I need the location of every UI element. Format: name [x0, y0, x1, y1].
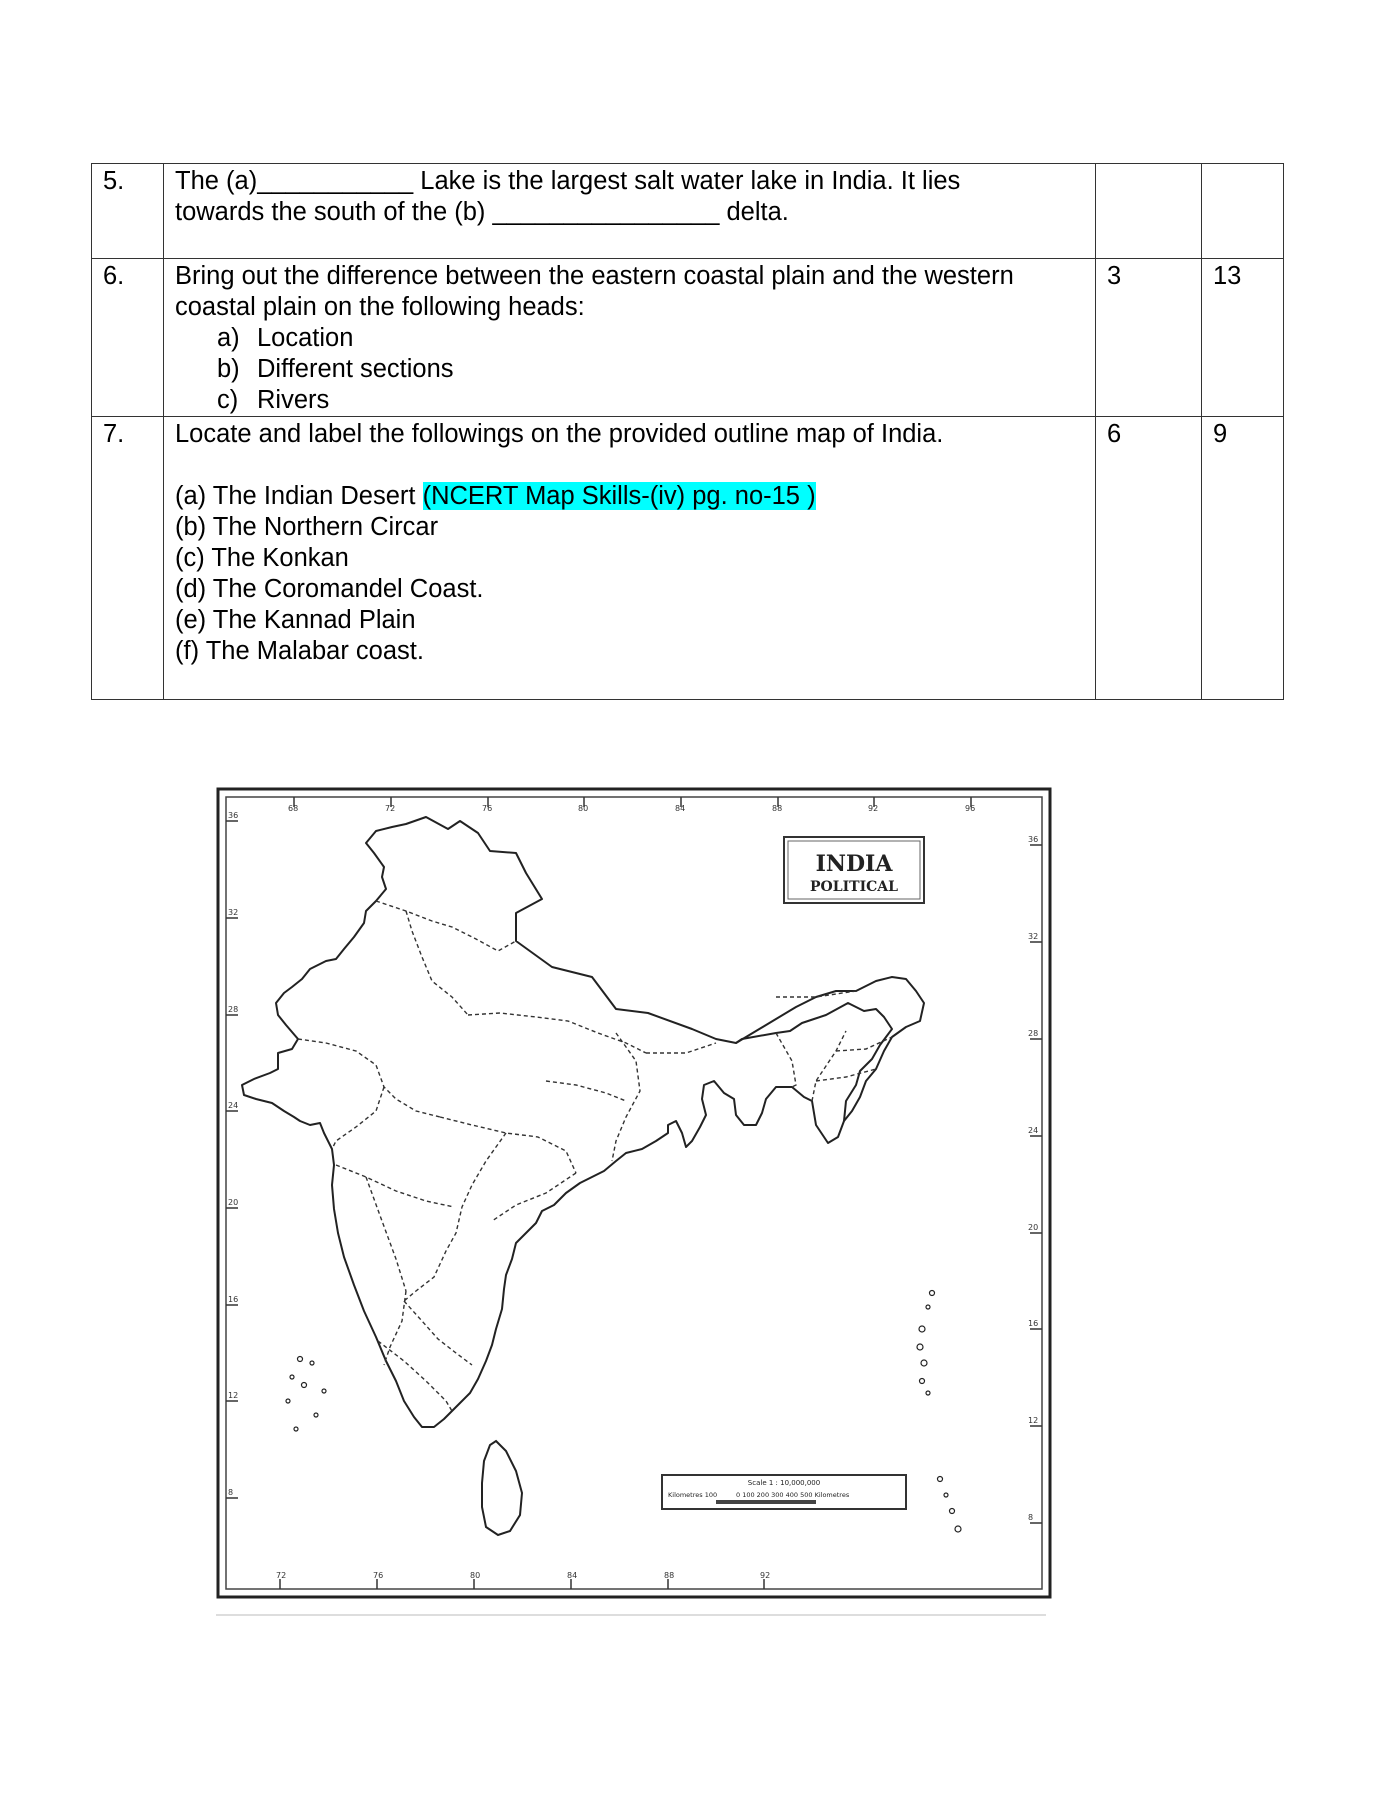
- question-line: Bring out the difference between the eastern coastal plain and the western: [175, 262, 1014, 290]
- lat-label: 32: [1028, 932, 1039, 941]
- list-item: (c) The Konkan: [175, 544, 349, 572]
- lon-label: 88: [664, 1571, 675, 1580]
- list-item: (b) The Northern Circar: [175, 513, 439, 541]
- lon-label: 96: [965, 804, 976, 813]
- question-line: The (a)___________ Lake is the largest salt water lake in India. It lies: [175, 167, 961, 195]
- map-inner-frame: [226, 797, 1042, 1589]
- lat-label: 16: [1028, 1319, 1039, 1328]
- map-title: INDIA: [815, 851, 893, 877]
- item-label: a): [217, 324, 240, 352]
- india-boundary: [242, 817, 892, 1427]
- lat-label: 24: [228, 1101, 239, 1110]
- india-outline-map: [216, 781, 1052, 1619]
- lat-label: 16: [228, 1295, 239, 1304]
- lon-label: 84: [567, 1571, 578, 1580]
- item-text: Different sections: [257, 355, 454, 383]
- lat-label: 12: [228, 1391, 239, 1400]
- list-item: [217, 385, 1084, 416]
- question-number: 6.: [92, 259, 164, 417]
- list-item: (f) The Malabar coast.: [175, 637, 424, 665]
- page-cell: 13: [1202, 259, 1284, 417]
- scale-left-label: Kilometres 100: [668, 1491, 718, 1499]
- page-cell: [1202, 164, 1284, 259]
- map-title-box: [784, 837, 924, 903]
- map-svg: [216, 781, 1052, 1619]
- item-text: (a) The Indian Desert: [175, 482, 423, 510]
- map-subtitle: POLITICAL: [810, 879, 898, 895]
- list-item: (e) The Kannad Plain: [175, 606, 416, 634]
- list-item: (d) The Coromandel Coast.: [175, 575, 484, 603]
- marks-cell: 3: [1096, 259, 1202, 417]
- scale-ticks-label: 0 100 200 300 400 500 Kilometres: [736, 1491, 850, 1499]
- lon-label: 68: [288, 804, 299, 813]
- lon-label: 76: [373, 1571, 384, 1580]
- lon-label: 76: [482, 804, 493, 813]
- list-item: [175, 481, 1084, 512]
- state-boundaries: [298, 901, 892, 1411]
- list-item: [217, 354, 1084, 385]
- longitude-ticks: [280, 797, 971, 1589]
- item-text: Location: [257, 324, 354, 352]
- marks-cell: [1096, 164, 1202, 259]
- lat-label: 20: [1028, 1223, 1039, 1232]
- lon-label: 72: [385, 804, 396, 813]
- question-text: [164, 164, 1096, 259]
- question-line: coastal plain on the following heads:: [175, 293, 585, 321]
- lat-label: 20: [228, 1198, 239, 1207]
- lat-label: 36: [228, 811, 239, 820]
- question-text: [164, 259, 1096, 417]
- andaman-nicobar-islands: [917, 1291, 961, 1533]
- lon-label: 92: [760, 1571, 771, 1580]
- question-row-7: [92, 417, 1284, 700]
- question-line: Locate and label the followings on the provided outline map of India.: [175, 420, 944, 448]
- marks-cell: 6: [1096, 417, 1202, 700]
- page-cell: 9: [1202, 417, 1284, 700]
- question-line: towards the south of the (b) ________________ delta.: [175, 198, 789, 226]
- scale-bar: [662, 1475, 906, 1509]
- lon-label: 92: [868, 804, 879, 813]
- sub-item-list: [175, 323, 1084, 416]
- lat-label: 24: [1028, 1126, 1039, 1135]
- item-text: Rivers: [257, 386, 330, 414]
- lon-label: 88: [772, 804, 783, 813]
- question-row-5: [92, 164, 1284, 259]
- item-label: c): [217, 386, 239, 414]
- lat-label: 28: [228, 1005, 239, 1014]
- scale-title: Scale 1 : 10,000,000: [747, 1479, 821, 1487]
- ncert-reference-highlight: (NCERT Map Skills-(iv) pg. no-15 ): [422, 482, 816, 510]
- sri-lanka-outline: [482, 1441, 522, 1535]
- lakshadweep-islands: [286, 1357, 326, 1432]
- lat-label: 8: [1028, 1513, 1034, 1522]
- lon-label: 84: [675, 804, 686, 813]
- northeast-boundary: [736, 977, 924, 1121]
- questions-table: [91, 163, 1284, 700]
- lat-label: 36: [1028, 835, 1039, 844]
- lat-label: 12: [1028, 1416, 1039, 1425]
- question-row-6: [92, 259, 1284, 417]
- lon-label: 72: [276, 1571, 287, 1580]
- map-outer-frame: [218, 789, 1050, 1597]
- lat-label: 28: [1028, 1029, 1039, 1038]
- question-number: 7.: [92, 417, 164, 700]
- lat-label: 8: [228, 1488, 234, 1497]
- question-number: 5.: [92, 164, 164, 259]
- item-label: b): [217, 355, 240, 383]
- question-text: [164, 417, 1096, 700]
- lon-label: 80: [470, 1571, 481, 1580]
- lat-label: 32: [228, 908, 239, 917]
- lon-label: 80: [578, 804, 589, 813]
- list-item: [217, 323, 1084, 354]
